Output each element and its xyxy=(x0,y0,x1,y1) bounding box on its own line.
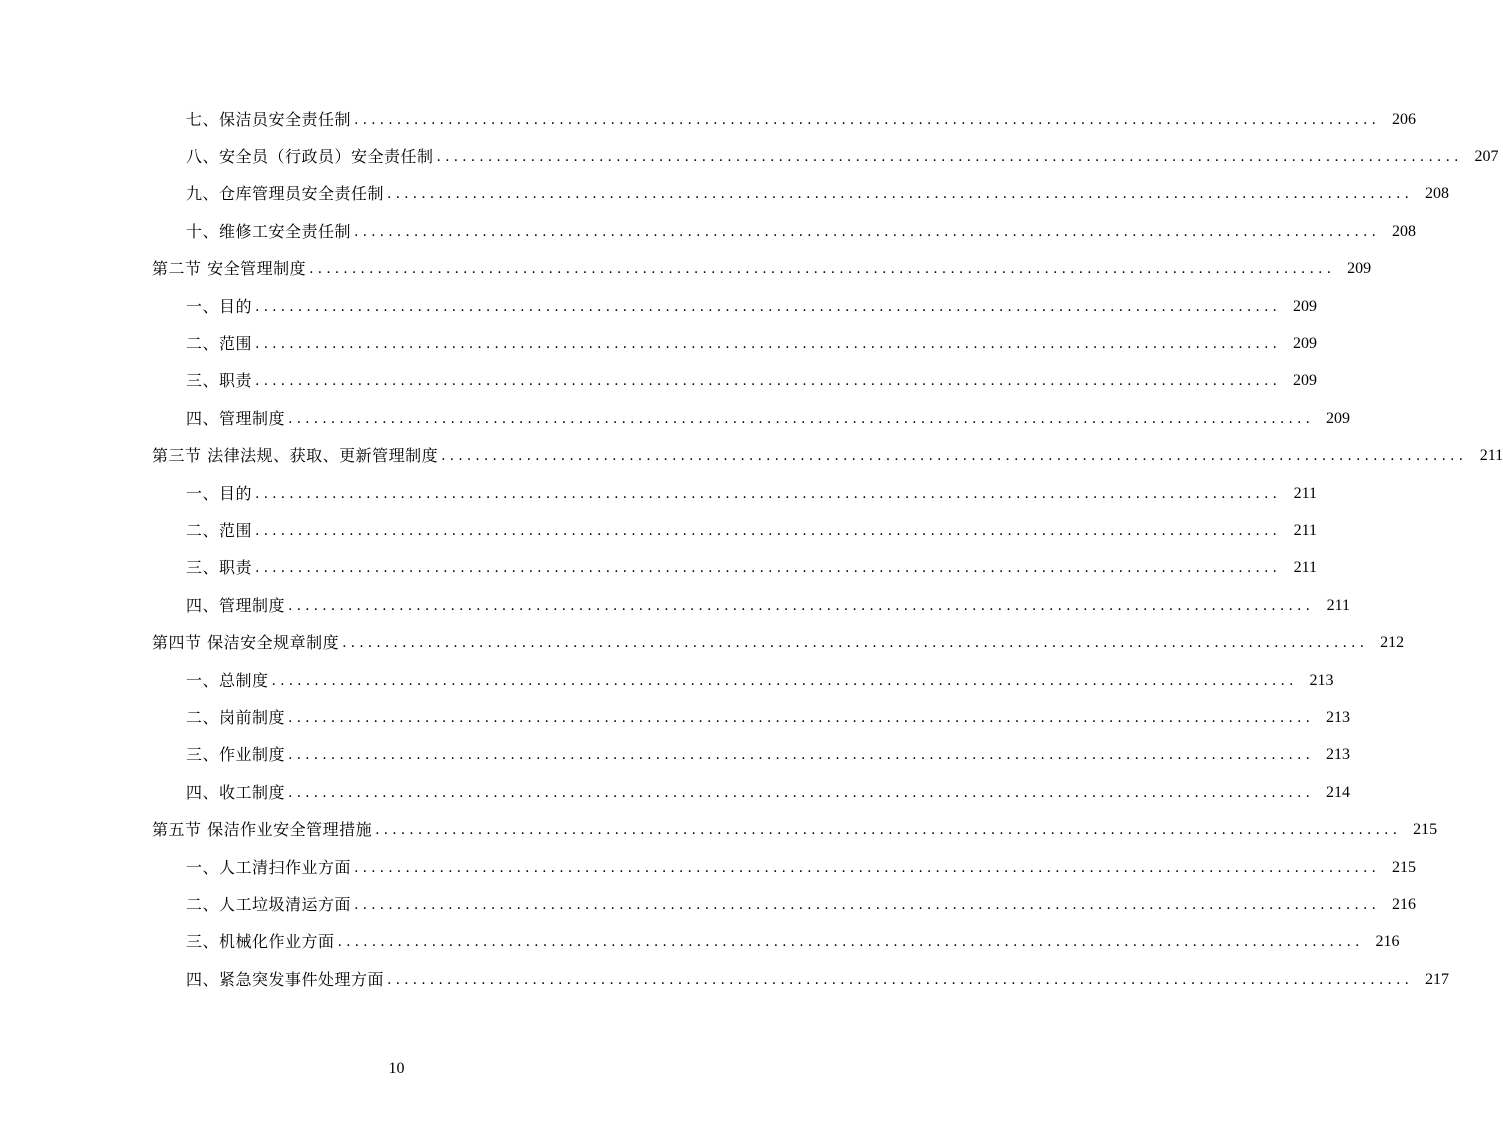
toc-entry-title: 四、收工制度 xyxy=(186,782,286,802)
toc-entry-page: 211 xyxy=(1293,484,1318,502)
toc-entry-page: 211 xyxy=(1479,447,1503,465)
toc-dot-leader: ........................................................................................................................ xyxy=(288,597,1315,614)
toc-dot-leader: ........................................................................................................................ xyxy=(288,747,1315,764)
toc-entry-title: 第五节 保洁作业安全管理措施 xyxy=(152,820,373,840)
toc-entry-title: 第二节 安全管理制度 xyxy=(152,259,307,279)
toc-subsection-entry[interactable] xyxy=(0,774,1351,811)
toc-dot-leader: ........................................................................................................................ xyxy=(375,822,1402,839)
toc-entry-page: 209 xyxy=(1347,260,1372,278)
toc-entry-title: 四、紧急突发事件处理方面 xyxy=(186,969,385,989)
toc-section-entry[interactable] xyxy=(0,251,1372,288)
toc-entry-page: 211 xyxy=(1326,596,1351,614)
toc-dot-leader: ........................................................................................................................ xyxy=(288,709,1315,726)
toc-entry-title: 十、维修工安全责任制 xyxy=(186,221,352,241)
toc-entry-page: 209 xyxy=(1293,372,1318,390)
table-of-contents xyxy=(0,101,1503,998)
toc-dot-leader: ........................................................................................................................ xyxy=(255,298,1282,315)
toc-dot-leader: ........................................................................................................................ xyxy=(255,485,1282,502)
toc-entry-title: 第三节 法律法规、获取、更新管理制度 xyxy=(152,446,439,466)
toc-entry-title: 一、人工清扫作业方面 xyxy=(186,857,352,877)
toc-entry-page: 215 xyxy=(1392,858,1417,876)
toc-subsection-entry[interactable] xyxy=(0,662,1334,699)
toc-entry-page: 213 xyxy=(1326,708,1351,726)
toc-subsection-entry[interactable] xyxy=(0,325,1318,362)
toc-subsection-entry[interactable] xyxy=(0,101,1417,138)
toc-entry-page: 207 xyxy=(1474,148,1499,166)
toc-entry-page: 213 xyxy=(1309,671,1334,689)
toc-section-entry[interactable] xyxy=(0,624,1405,661)
toc-entry-title: 二、人工垃圾清运方面 xyxy=(186,894,352,914)
toc-entry-title: 一、总制度 xyxy=(186,670,269,690)
toc-entry-title: 二、范围 xyxy=(186,520,253,540)
toc-entry-title: 一、目的 xyxy=(186,296,253,316)
toc-entry-page: 216 xyxy=(1392,895,1417,913)
toc-subsection-entry[interactable] xyxy=(0,400,1351,437)
toc-dot-leader: ........................................................................................................................ xyxy=(255,560,1282,577)
toc-entry-page: 211 xyxy=(1293,559,1318,577)
toc-subsection-entry[interactable] xyxy=(0,512,1318,549)
page-number: 10 xyxy=(388,1060,405,1077)
toc-dot-leader: ........................................................................................................................ xyxy=(342,635,1369,652)
toc-entry-title: 四、管理制度 xyxy=(186,595,286,615)
toc-dot-leader: ........................................................................................................................ xyxy=(436,149,1463,166)
toc-entry-title: 三、作业制度 xyxy=(186,745,286,765)
toc-subsection-entry[interactable] xyxy=(0,213,1417,250)
toc-entry-page: 212 xyxy=(1380,634,1405,652)
toc-dot-leader: ........................................................................................................................ xyxy=(255,522,1282,539)
toc-subsection-entry[interactable] xyxy=(0,138,1499,175)
toc-dot-leader: ........................................................................................................................ xyxy=(255,336,1282,353)
toc-subsection-entry[interactable] xyxy=(0,699,1351,736)
toc-subsection-entry[interactable] xyxy=(0,737,1351,774)
toc-dot-leader: ........................................................................................................................ xyxy=(354,859,1381,876)
toc-dot-leader: ........................................................................................................................ xyxy=(354,111,1381,128)
toc-subsection-entry[interactable] xyxy=(0,176,1450,213)
toc-entry-title: 二、范围 xyxy=(186,334,253,354)
toc-entry-page: 209 xyxy=(1293,335,1318,353)
toc-dot-leader: ........................................................................................................................ xyxy=(441,448,1468,465)
toc-subsection-entry[interactable] xyxy=(0,363,1318,400)
toc-entry-title: 二、岗前制度 xyxy=(186,707,286,727)
toc-dot-leader: ........................................................................................................................ xyxy=(387,186,1414,203)
toc-entry-page: 217 xyxy=(1425,970,1450,988)
toc-dot-leader: ........................................................................................................................ xyxy=(288,784,1315,801)
toc-subsection-entry[interactable] xyxy=(0,550,1318,587)
toc-entry-title: 三、机械化作业方面 xyxy=(186,932,335,952)
toc-subsection-entry[interactable] xyxy=(0,288,1318,325)
toc-subsection-entry[interactable] xyxy=(0,849,1417,886)
toc-entry-page: 215 xyxy=(1413,821,1438,839)
toc-entry-page: 214 xyxy=(1326,783,1351,801)
toc-entry-title: 四、管理制度 xyxy=(186,408,286,428)
toc-entry-title: 八、安全员（行政员）安全责任制 xyxy=(186,147,434,167)
toc-subsection-entry[interactable] xyxy=(0,961,1450,998)
toc-entry-title: 三、职责 xyxy=(186,558,253,578)
toc-entry-page: 211 xyxy=(1293,521,1318,539)
toc-entry-title: 一、目的 xyxy=(186,483,253,503)
toc-entry-page: 213 xyxy=(1326,746,1351,764)
toc-entry-page: 208 xyxy=(1425,185,1450,203)
toc-subsection-entry[interactable] xyxy=(0,886,1417,923)
toc-entry-title: 三、职责 xyxy=(186,371,253,391)
toc-entry-title: 第四节 保洁安全规章制度 xyxy=(152,633,340,653)
toc-entry-page: 209 xyxy=(1326,409,1351,427)
toc-section-entry[interactable] xyxy=(0,438,1503,475)
toc-subsection-entry[interactable] xyxy=(0,475,1318,512)
toc-entry-title: 九、仓库管理员安全责任制 xyxy=(186,184,385,204)
toc-dot-leader: ........................................................................................................................ xyxy=(354,896,1381,913)
toc-entry-page: 206 xyxy=(1392,110,1417,128)
toc-entry-page: 209 xyxy=(1293,297,1318,315)
toc-entry-page: 208 xyxy=(1392,222,1417,240)
toc-dot-leader: ........................................................................................................................ xyxy=(271,672,1298,689)
toc-dot-leader: ........................................................................................................................ xyxy=(337,934,1364,951)
toc-dot-leader: ........................................................................................................................ xyxy=(309,261,1336,278)
toc-entry-title: 七、保洁员安全责任制 xyxy=(186,109,352,129)
toc-dot-leader: ........................................................................................................................ xyxy=(354,223,1381,240)
toc-subsection-entry[interactable] xyxy=(0,924,1400,961)
toc-entry-page: 216 xyxy=(1375,933,1400,951)
toc-dot-leader: ........................................................................................................................ xyxy=(288,410,1315,427)
toc-section-entry[interactable] xyxy=(0,811,1438,848)
toc-dot-leader: ........................................................................................................................ xyxy=(387,971,1414,988)
toc-dot-leader: ........................................................................................................................ xyxy=(255,373,1282,390)
toc-subsection-entry[interactable] xyxy=(0,587,1351,624)
